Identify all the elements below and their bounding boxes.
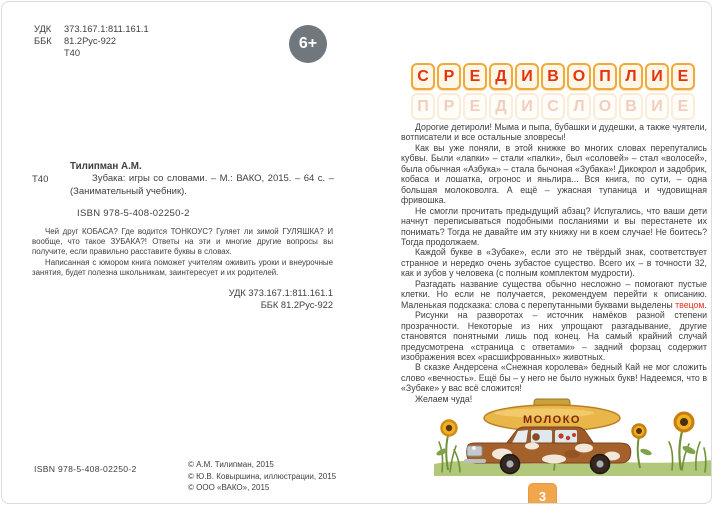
letter-tile: И (515, 63, 539, 90)
preface-paragraph: Дорогие детироли! Мыма и пыпа, бубашки и дудешки, а также чуятели, вотписатели и все остальные зловресы! (401, 122, 707, 143)
highlight-suffix: . (704, 299, 707, 310)
letter-tile: В (541, 63, 565, 90)
bbk-label: ББК (34, 36, 52, 46)
letter-tile: Е (463, 93, 487, 120)
milk-car-illustration (434, 392, 712, 476)
catalog-code: Т40 (32, 174, 49, 185)
preface-paragraph: В сказке Андерсена «Снежная королева» бедный Кай не мог сложить слово «вечность». Ещё бы – у него не было нужных букв! Надеемся, что в «Зубаке» у вас всё сложится! (401, 362, 707, 394)
letter-tile: Е (463, 63, 487, 90)
letter-tile: Л (567, 93, 591, 120)
bibliographic-row (32, 173, 334, 199)
highlighted-word: твецом (675, 299, 705, 310)
preface-paragraph: Каждой букве в «Зубаке», если это не твёрдый знак, соответствует странное и нередко очень зубастое существо. Всего их – в точности 32, как и зубов у человека (с полным комплектом мудрости). (401, 247, 707, 279)
letter-tile: О (567, 63, 591, 90)
milk-car (464, 399, 631, 474)
preface-paragraph: Не смогли прочитать предыдущий абзац? Испугались, что ваши дети начнут переписываться подобными посланиями и вы перестанете их понимать? Тогда не давайте им эту книжку ни в коем случае! Не боитесь? Тогда продолжаем. (401, 205, 707, 247)
sunflower-right-small (633, 425, 653, 469)
milk-tank-label: МОЛОКО (523, 414, 581, 426)
letter-tile: С (541, 93, 565, 120)
copyright-block (188, 459, 336, 494)
preface-paragraph: Как вы уже поняли, в этой книжке во многих словах перепутались кубвы. Были «лапки» – стали «палки», был «соловей» – стал «волосей», была обычная «Азбука» – стала бычоная «Зубака»! Дикокрол и задобрик, кобаса и лошатка, огронос и яньлира... Вся книга, по сути, – одна большая молоковолга. А ещё – ужасная тупаница и чудовищная фривошка. (401, 142, 707, 206)
catalog-row (34, 47, 149, 59)
sunflower-right-large (675, 413, 697, 470)
letter-tile: П (593, 63, 617, 90)
page-number-badge: 3 (528, 483, 557, 504)
copyright-line: © А.М. Тилипман, 2015 (188, 460, 274, 469)
letter-tile: В (619, 93, 643, 120)
annotation-paragraph: Написанная с юмором книга поможет учителям оживить уроки и внеурочные занятия, будет полезна школьникам, заинтересует и их родителей. (32, 258, 333, 278)
copyright-line: © Ю.В. Ковыршина, иллюстрации, 2015 (188, 471, 337, 481)
letter-tile: И (645, 93, 669, 120)
age-rating-badge: 6+ (289, 25, 327, 63)
classification-footer (32, 287, 333, 311)
letter-tile: О (593, 93, 617, 120)
annotation-paragraph: Чей друг КОБАСА? Где водится ТОНКОУС? Гуляет ли зимой ГУЛЯШКА? И вообще, что такое ЗУБАКА?! Ответы на эти и многие другие вопросы вы получите, если правильно расставите буквы в словах. (32, 226, 333, 256)
bbk-value: 81.2Рус-922 (64, 36, 117, 46)
driver (532, 433, 540, 441)
bumper (464, 459, 486, 463)
classification-block (34, 23, 149, 59)
letter-tile: Е (671, 63, 695, 90)
letter-tile: Р (437, 63, 461, 90)
letter-tile: С (411, 63, 435, 90)
isbn: ISBN 978-5-408-02250-2 (77, 207, 190, 219)
letter-tile: Д (489, 63, 513, 90)
letter-tile: Р (437, 93, 461, 120)
headlight (472, 446, 476, 450)
scrambled-title-tiles (411, 63, 695, 90)
bibliographic-entry: Зубака: игры со словами. – М.: ВАКО, 2015. – 64 с. – (Занимательный учебник). (70, 173, 334, 197)
letter-tile: И (515, 93, 539, 120)
highlight-prefix: Разгадать название существа обычно несложно – помогают пустые клетки. Но если не получается, рекомендуем перейти к описанию. Маленькая подсказка: слова с перепутанными буквами выделены (401, 278, 707, 310)
udk-value: 373.167.1:811.161.1 (64, 24, 149, 34)
isbn-footer: ISBN 978-5-408-02250-2 (34, 464, 137, 474)
empty-label (34, 47, 64, 59)
preface-paragraph: Рисунки на разворотах – источник намёков разной степени прозрачности. Некоторые из них упрощают разгадывание, другие становятся понятными лишь под конец. На самый крайний случай предусмотрена «страница с ответами» – задний форзац содержит изображения всех «расшифрованных» животных. (401, 310, 707, 362)
bbk-row (34, 35, 149, 47)
title-reflection-tiles (411, 93, 695, 120)
letter-tile: Д (489, 93, 513, 120)
copyright-line: © ООО «ВАКО», 2015 (188, 483, 270, 493)
preface-paragraph-highlighted (401, 279, 707, 310)
preface-text (401, 122, 707, 404)
udk-footer-line: УДК 373.167.1:811.161.1 (228, 287, 333, 298)
author-name: Тилипман А.М. (70, 161, 142, 172)
letter-tile: Е (671, 93, 695, 120)
bibliographic-block (32, 160, 334, 311)
letter-tile: И (645, 63, 669, 90)
catalog-code-top: Т40 (64, 48, 81, 58)
book-spread (1, 1, 712, 504)
letter-tile: П (411, 93, 435, 120)
letter-tile: Л (619, 63, 643, 90)
preface-paragraph: Желаем чуда! (415, 393, 473, 404)
udk-label: УДК (34, 24, 52, 34)
udk-row (34, 23, 149, 35)
bbk-footer-line: ББК 81.2Рус-922 (260, 299, 333, 310)
